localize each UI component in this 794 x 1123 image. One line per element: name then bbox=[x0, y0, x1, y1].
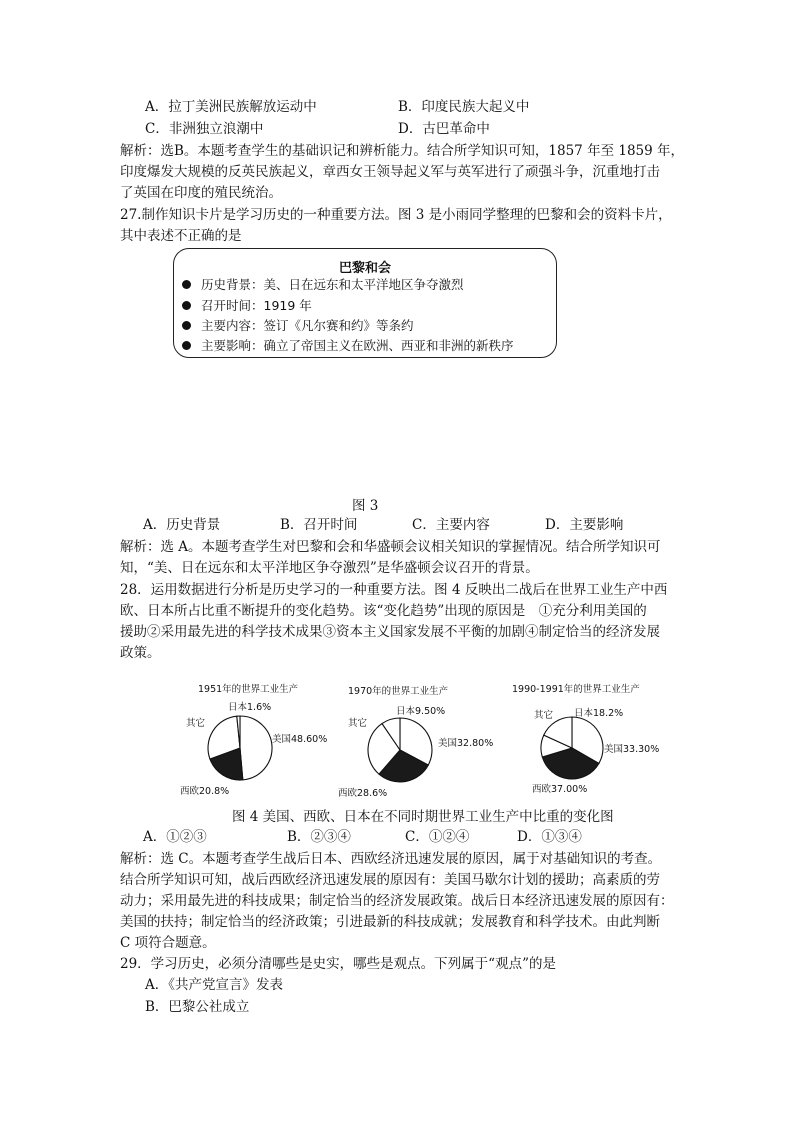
q27-option-d: D．主要影响 bbox=[545, 517, 624, 533]
q28-stem-line: 援助②采用最先进的科学技术成果③资本主义国家发展不平衡的加剧④制定恰当的经济发展 bbox=[120, 624, 660, 640]
pie-title: 1970年的世界工业生产 bbox=[348, 686, 449, 697]
card-item bbox=[182, 297, 312, 315]
q29-stem: 29．学习历史，必须分清哪些是史实，哪些是观点。下列属于“观点”的是 bbox=[120, 956, 556, 972]
q27-option-b: B．召开时间 bbox=[280, 517, 358, 533]
pie-label-日本: 日本9.50% bbox=[396, 706, 446, 717]
q26-analysis-line: 解析：选B。本题考查学生的基础识记和辨析能力。结合所学知识可知，1857 年至 1859 年， bbox=[120, 143, 685, 159]
q26-option-b: B．印度民族大起义中 bbox=[398, 99, 530, 115]
q28-analysis-line: 动力；采用最先进的科技成果；制定恰当的经济发展政策。战后日本经济迅速发展的原因有： bbox=[120, 893, 674, 909]
card-item-text: 召开时间：1919 年 bbox=[201, 298, 312, 313]
q28-stem-line: 欧、日本所占比重不断提升的变化趋势。该“变化趋势”出现的原因是 ①充分利用美国的 bbox=[120, 603, 647, 619]
q26-analysis-line: 了英国在印度的殖民统治。 bbox=[120, 185, 282, 201]
card-item bbox=[182, 337, 514, 355]
q27-option-c: C．主要内容 bbox=[412, 517, 490, 533]
pie-title: 1951年的世界工业生产 bbox=[198, 684, 299, 695]
q27-analysis-line: 知，“美、日在远东和太平洋地区争夺激烈”是华盛顿会议召开的背景。 bbox=[120, 560, 539, 576]
bullet-icon bbox=[182, 321, 191, 330]
q27-stem-line: 其中表述不正确的是 bbox=[120, 228, 242, 244]
q27-stem-line: 27.制作知识卡片是学习历史的一种重要方法。图 3 是小雨同学整理的巴黎和会的资料卡片， bbox=[120, 207, 672, 223]
card-item-text: 主要影响：确立了帝国主义在欧洲、西亚和非洲的新秩序 bbox=[201, 338, 514, 353]
card-item bbox=[182, 276, 464, 294]
q27-option-a: A．历史背景 bbox=[143, 517, 221, 533]
q28-stem-line: 28．运用数据进行分析是历史学习的一种重要方法。图 4 反映出二战后在世界工业生产中西 bbox=[120, 582, 668, 598]
q28-option-d: D．①③④ bbox=[517, 829, 582, 845]
pie-label-西欧: 西欧28.6% bbox=[338, 788, 388, 799]
pie-label-日本: 日本1.6% bbox=[228, 702, 272, 713]
q26-analysis-line: 印度爆发大规模的反英民族起义，章西女王领导起义军与英军进行了顽强斗争，沉重地打击 bbox=[120, 164, 660, 180]
pie-label-西欧: 西欧37.00% bbox=[532, 784, 588, 795]
q26-option-c: C．非洲独立浪潮中 bbox=[145, 121, 264, 137]
q28-analysis-line: 美国的扶持；制定恰当的经济政策；引进最新的科技成就；发展教育和科学技术。由此判断 bbox=[120, 914, 660, 930]
pie-title: 1990-1991年的世界工业生产 bbox=[512, 684, 640, 695]
card-item-text: 主要内容：签订《凡尔赛和约》等条约 bbox=[201, 318, 414, 333]
pie-label-美国: 美国32.80% bbox=[438, 738, 494, 749]
figure-4-caption: 图 4 美国、西欧、日本在不同时期世界工业生产中比重的变化图 bbox=[232, 809, 614, 825]
knowledge-card bbox=[173, 248, 557, 358]
q28-option-c: C．①②④ bbox=[405, 829, 470, 845]
q28-stem-line: 政策。 bbox=[120, 645, 161, 661]
bullet-icon bbox=[182, 341, 191, 350]
q29-option-a: A．《共产党宣言》发表 bbox=[145, 977, 283, 993]
card-item-text: 历史背景：美、日在远东和太平洋地区争夺激烈 bbox=[201, 277, 464, 292]
pie-label-日本: 日本18.2% bbox=[574, 708, 624, 719]
q28-option-a: A．①②③ bbox=[143, 829, 207, 845]
q28-option-b: B．②③④ bbox=[287, 829, 351, 845]
q28-analysis-line: 结合所学知识可知，战后西欧经济迅速发展的原因有：美国马歇尔计划的援助；高素质的劳 bbox=[120, 872, 660, 888]
pie-label-其它: 其它 bbox=[186, 718, 206, 729]
card-title: 巴黎和会 bbox=[338, 261, 391, 276]
card-item bbox=[182, 317, 414, 335]
figure-4-pie-charts bbox=[170, 676, 670, 802]
pie-label-其它: 其它 bbox=[348, 718, 368, 729]
figure-3-caption: 图 3 bbox=[352, 498, 379, 514]
pie-label-西欧: 西欧20.8% bbox=[180, 786, 230, 797]
q27-analysis-line: 解析：选 A。本题考查学生对巴黎和会和华盛顿会议相关知识的掌握情况。结合所学知识可 bbox=[120, 539, 661, 555]
bullet-icon bbox=[182, 301, 191, 310]
q29-option-b: B．巴黎公社成立 bbox=[145, 999, 250, 1015]
pie-label-美国: 美国33.30% bbox=[604, 744, 660, 755]
pie-label-其它: 其它 bbox=[534, 710, 554, 721]
pie-label-美国: 美国48.60% bbox=[272, 734, 328, 745]
q28-analysis-line: C 项符合题意。 bbox=[120, 935, 216, 951]
q26-option-a: A．拉丁美洲民族解放运动中 bbox=[145, 99, 317, 115]
q26-option-d: D．古巴革命中 bbox=[398, 121, 490, 137]
q28-analysis-line: 解析：选 C。本题考查学生战后日本、西欧经济迅速发展的原因，属于对基础知识的考查。 bbox=[120, 851, 662, 867]
bullet-icon bbox=[182, 280, 191, 289]
pie-slice-美国 bbox=[240, 716, 272, 780]
